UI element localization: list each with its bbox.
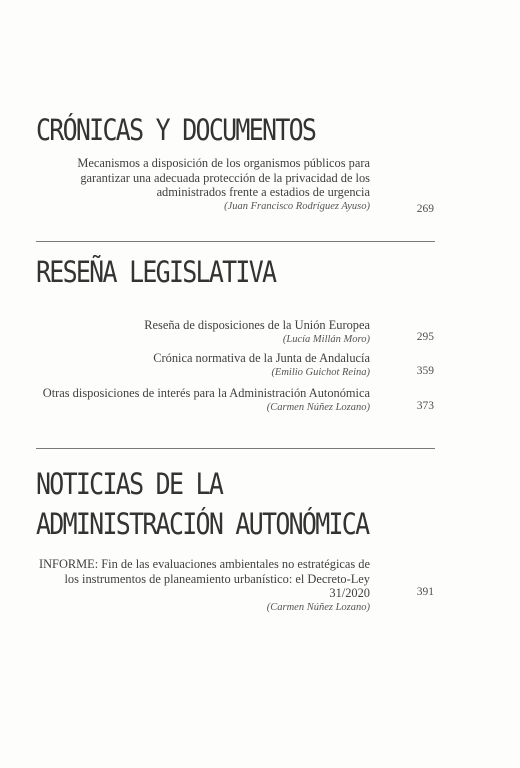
entry-title-line: Otras disposiciones de interés para la Administración Autonómica — [42, 386, 370, 400]
page-number: 391 — [416, 586, 434, 598]
entry-title-line: Mecanismos a disposición de los organismos públicos para — [77, 156, 370, 170]
page-number: 359 — [416, 365, 434, 377]
entry-title-line: INFORME: Fin de las evaluaciones ambientales no estratégicas de — [38, 557, 370, 571]
entry-title-line: garantizar una adecuada protección de la privacidad de los — [80, 170, 370, 185]
toc-entry[interactable] — [30, 351, 370, 380]
toc-entry[interactable] — [30, 156, 370, 214]
toc-entry[interactable] — [30, 386, 370, 415]
entry-title-line: los instrumentos de planeamiento urbanístico: el Decreto-Ley 31/2020 — [64, 571, 370, 601]
entry-title-line: Reseña de disposiciones de la Unión Europea — [144, 318, 370, 332]
section-title-noticias-line2: ADMINISTRACIÓN AUTONÓMICA — [36, 507, 369, 541]
entry-title-line: administrados frente a estadios de urgencia — [156, 185, 370, 200]
section-title-resena: RESEÑA LEGISLATIVA — [36, 255, 276, 289]
section-divider — [36, 448, 435, 449]
entry-author: (Lucía Millán Moro) — [282, 333, 370, 345]
toc-entry[interactable] — [30, 557, 370, 615]
entry-author: (Carmen Núñez Lozano) — [266, 601, 370, 613]
section-title-cronicas: CRÓNICAS Y DOCUMENTOS — [36, 113, 316, 147]
page-number: 373 — [416, 400, 434, 412]
entry-author: (Carmen Núñez Lozano) — [266, 401, 370, 413]
toc-entry[interactable] — [30, 318, 370, 347]
entry-title-line: Crónica normativa de la Junta de Andalucía — [153, 351, 370, 365]
section-divider — [36, 241, 435, 242]
page-number: 269 — [416, 203, 434, 215]
section-title-noticias-line1: NOTICIAS DE LA — [36, 467, 223, 501]
page-number: 295 — [416, 331, 434, 343]
entry-author: (Emilio Guichot Reina) — [271, 366, 370, 378]
entry-author: (Juan Francisco Rodríguez Ayuso) — [224, 200, 370, 212]
